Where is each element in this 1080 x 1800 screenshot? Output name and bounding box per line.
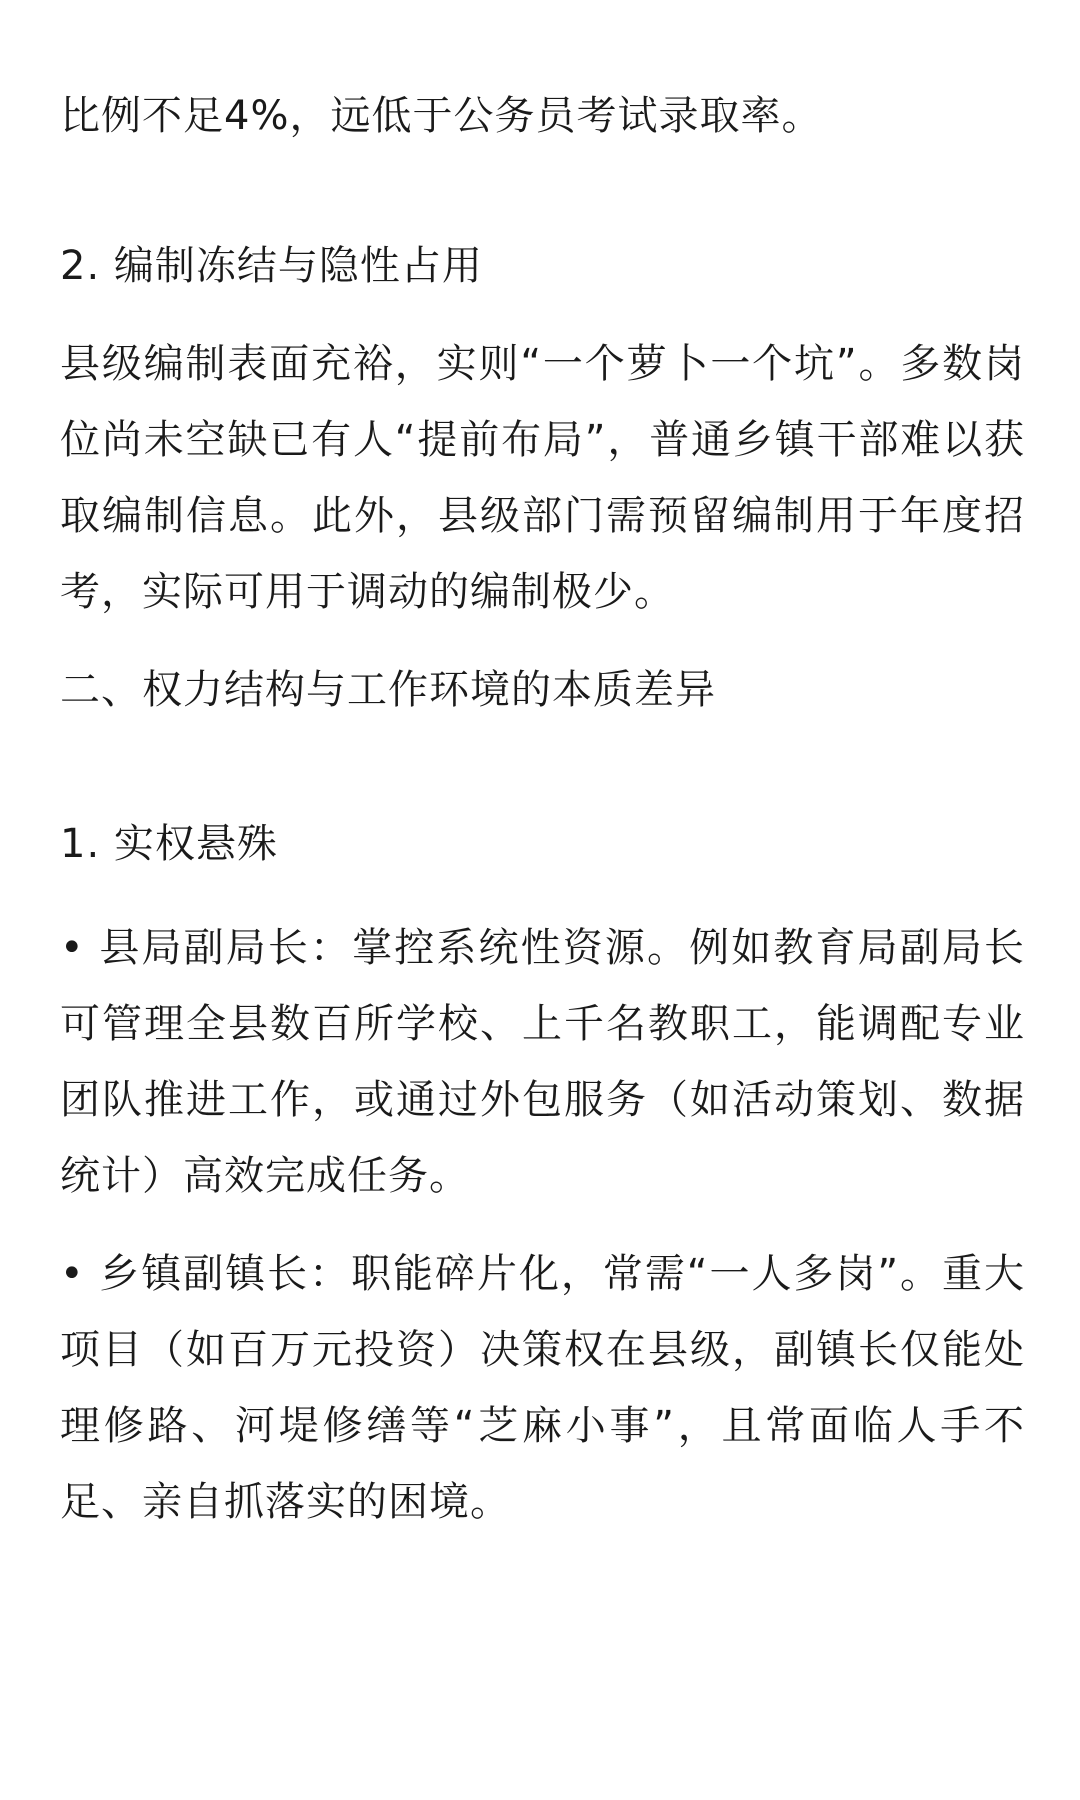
section-heading-power-structure: 二、权力结构与工作环境的本质差异 (60, 667, 716, 713)
subheading-real-power-gap: 1. 实权悬殊 (60, 821, 278, 867)
paragraph-staffing-details: 县级编制表面充裕，实则“一个萝卜一个坑”。多数岗位尚未空缺已有人“提前布局”，普通乡镇干部难以获取编制信息。此外，县级部门需预留编制用于年度招考，实际可用于调动的编制极少。 (60, 341, 1025, 615)
bullet-township-deputy-mayor: • 乡镇副镇长：职能碎片化，常需“一人多岗”。重大项目（如百万元投资）决策权在县级，副镇长仅能处理修路、河堤修缮等“芝麻小事”，且常面临人手不足、亲自抓落实的困境。 (60, 1251, 1025, 1525)
paragraph-admission-ratio: 比例不足4%，远低于公务员考试录取率。 (60, 93, 823, 139)
subheading-staffing-freeze: 2. 编制冻结与隐性占用 (60, 243, 483, 289)
bullet-county-deputy-director: • 县局副局长：掌控系统性资源。例如教育局副局长可管理全县数百所学校、上千名教职工，能调配专业团队推进工作，或通过外包服务（如活动策划、数据统计）高效完成任务。 (60, 925, 1025, 1199)
